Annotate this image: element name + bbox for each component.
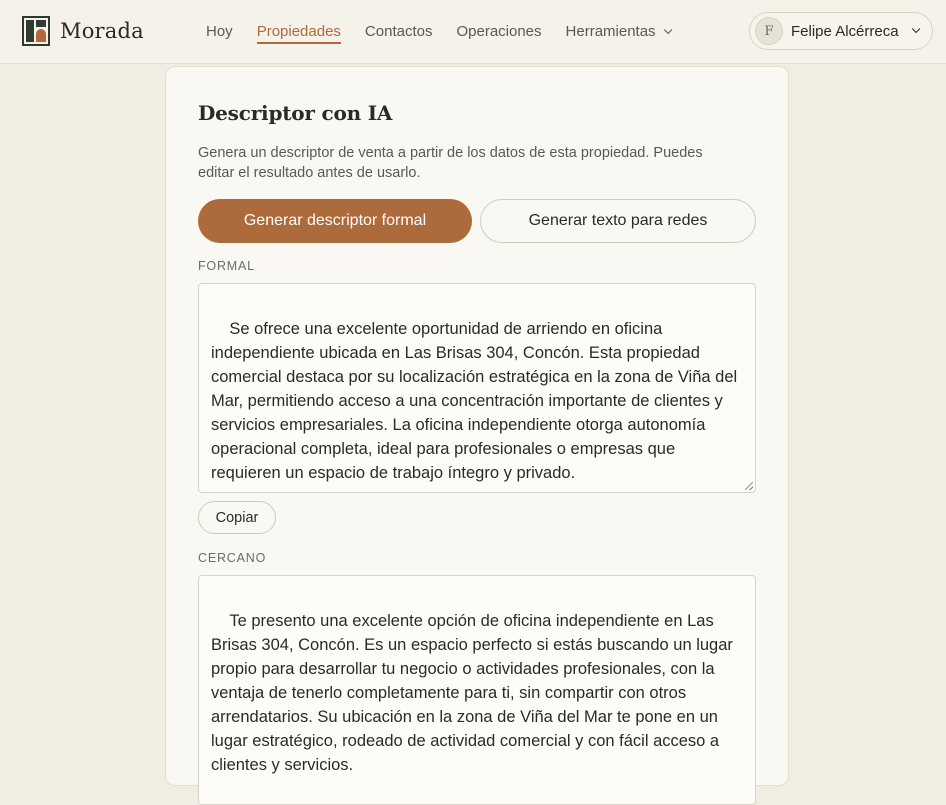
nav-item-contactos[interactable]: [365, 0, 433, 64]
ai-descriptor-card: [165, 66, 789, 786]
formal-label: FORMAL: [198, 259, 255, 273]
main-nav: [206, 0, 693, 64]
nav-item-operaciones[interactable]: [456, 0, 541, 64]
nav-item-hoy[interactable]: [206, 0, 233, 64]
chevron-down-icon: [663, 26, 671, 34]
avatar: F: [755, 17, 783, 45]
cercano-label: CERCANO: [198, 551, 267, 565]
generate-formal-button[interactable]: Generar descriptor formal: [198, 199, 472, 243]
nav-label: Operaciones: [456, 23, 542, 40]
resize-handle[interactable]: [745, 482, 753, 490]
brand-logo[interactable]: [22, 16, 144, 46]
brand-name: Morada: [60, 19, 144, 43]
chevron-down-icon: [911, 25, 919, 33]
nav-item-propiedades[interactable]: [257, 0, 341, 64]
card-title: Descriptor con IA: [198, 101, 393, 125]
nav-label: Herramientas: [565, 23, 656, 40]
user-menu-button[interactable]: [749, 12, 933, 50]
card-description: Genera un descriptor de venta a partir de los datos de esta propiedad. Puedes editar el resultado antes de usarlo.: [198, 145, 703, 181]
nav-item-herramientas[interactable]: [566, 0, 669, 64]
cercano-text: Te presento una excelente opción de oficina independiente en Las Brisas 304, Concón. Es un espacio perfecto si estás buscando un lugar propio para desarrollar tu negocio o actividades profesionales, con la ventaja de tenerlo completamente para ti, sin compartir con otros arrendatarios. Su ubicación en la zona de Viña del Mar te pone en un lugar estratégico, rodeado de actividad comercial y con fácil acceso a clientes y servicios.: [211, 612, 738, 774]
cercano-textarea[interactable]: [198, 575, 756, 805]
nav-label: Contactos: [364, 23, 433, 40]
copy-button[interactable]: Copiar: [198, 501, 276, 534]
nav-label: Hoy: [206, 23, 233, 40]
formal-textarea[interactable]: [198, 283, 756, 493]
top-navigation-bar: [0, 0, 946, 64]
nav-label: Propiedades: [256, 23, 341, 40]
formal-text: Se ofrece una excelente oportunidad de arriendo en oficina independiente ubicada en Las Brisas 304, Concón. Esta propiedad comercial destaca por su localización estratégica en la zona de Viña del Mar, permitiendo acceso a una concentración importante de clientes y servicios empresariales. La oficina independiente otorga autonomía operacional completa, ideal para profesionales o empresas que requieren un espacio de trabajo íntegro y privado.: [211, 320, 738, 482]
user-name: Felipe Alcérreca: [791, 22, 899, 40]
morada-logo-icon: [22, 16, 50, 46]
generate-social-button[interactable]: Generar texto para redes: [480, 199, 756, 243]
